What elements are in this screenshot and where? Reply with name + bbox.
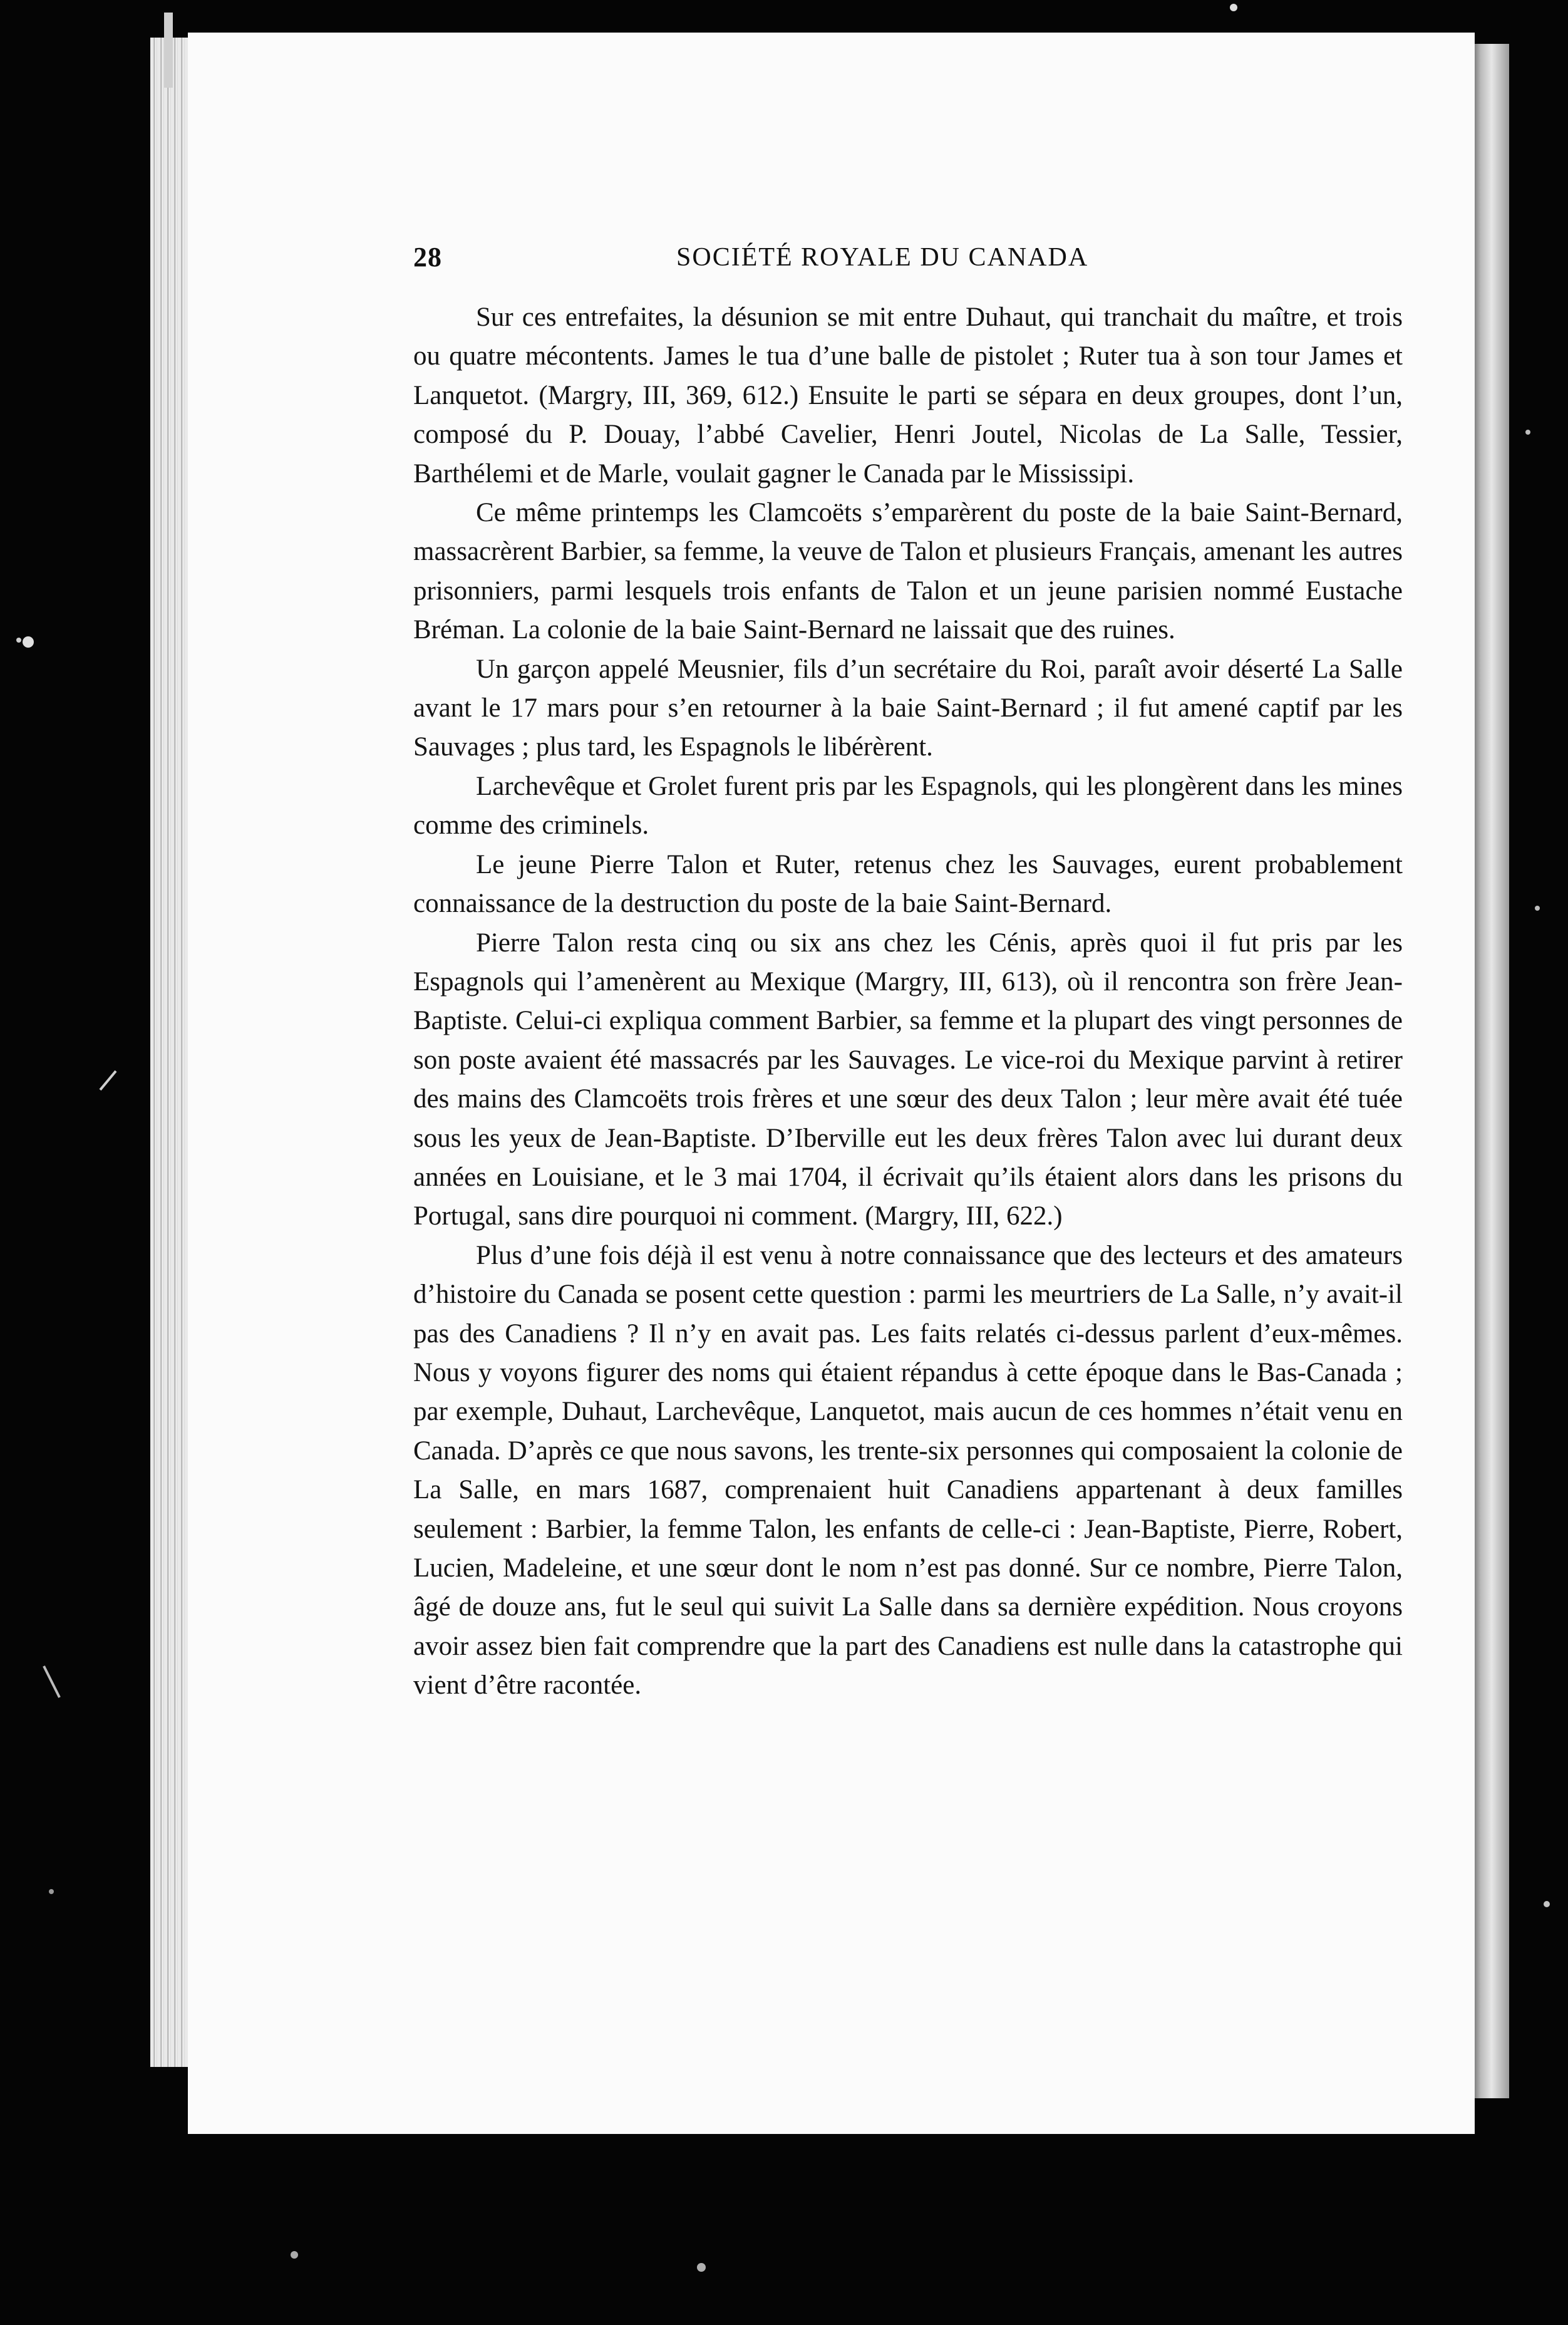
paragraph: Ce même printemps les Clamcoëts s’emparèrent du poste de la baie Saint-Bernard, massacrèrent Barbier, sa femme, la veuve de Talon et plusieurs Français, amenant les autres prisonniers, parmi lesquels trois enfants de Talon et un jeune parisien nommé Eustache Bréman. La colonie de la baie Saint-Bernard ne laissait que des ruines.: [413, 498, 1403, 645]
paragraph: Plus d’une fois déjà il est venu à notre connaissance que des lecteurs et des amateurs d’histoire du Canada se posent cette question : parmi les meurtriers de La Salle, n’y avait-il pas des Canadiens ? Il n’y en avait pas. Les faits relatés ci-dessus parlent d’eux-mêmes. Nous y voyons figurer des noms qui étaient répandus à cette époque dans le Bas-Canada ; par exemple, Duhaut, Larchevêque, Lanquetot, mais aucun de ces hommes n’était venu en Canada. D’après ce que nous savons, les trente-six personnes qui composaient la colonie de La Salle, en mars 1687, comprenaient huit Canadiens appartenant à deux familles seulement : Barbier, la femme Talon, les enfants de celle-ci : Jean-Baptiste, Pierre, Robert, Lucien, Madeleine, et une sœur dont le nom n’est pas donné. Sur ce nombre, Pierre Talon, âgé de douze ans, fut le seul qui suivit La Salle dans sa dernière expédition. Nous croyons avoir assez bien fait comprendre que la part des Canadiens est nulle dans la catastrophe qui vient d’être racontée.: [413, 1240, 1403, 1701]
running-head: SOCIÉTÉ ROYALE DU CANADA: [676, 243, 1089, 272]
paragraph: Pierre Talon resta cinq ou six ans chez les Cénis, après quoi il fut pris par les Espagnols qui l’amenèrent au Mexique (Margry, III, 613), où il rencontra son frère Jean-Baptiste. Celui-ci expliqua comment Barbier, sa femme et la plupart des vingt personnes de son poste avaient été massacrés par les Sauvages. Le vice-roi du Mexique parvint à retirer des mains des Clamcoëts trois frères et une sœur des deux Talon ; leur mère avait été tuée sous les yeux de Jean-Baptiste. D’Iberville eut les deux frères Talon avec lui durant deux années en Louisiane, et le 3 mai 1704, il écrivait qu’ils étaient alors dans les prisons du Portugal, sans dire pourquoi ni comment. (Margry, III, 622.): [413, 928, 1403, 1231]
paragraph: Un garçon appelé Meusnier, fils d’un secrétaire du Roi, paraît avoir déserté La Salle avant le 17 mars pour s’en retourner à la baie Saint-Bernard ; il fut amené captif par les Sauvages ; plus tard, les Espagnols le libérèrent.: [413, 654, 1403, 762]
paragraph: Larchevêque et Grolet furent pris par les Espagnols, qui les plongèrent dans les mines comme des criminels.: [413, 771, 1403, 841]
paragraph: Sur ces entrefaites, la désunion se mit entre Duhaut, qui tranchait du maître, et trois ou quatre mécontents. James le tua d’une balle de pistolet ; Ruter tua à son tour James et Lanquetot. (Margry, III, 369, 612.) Ensuite le parti se sépara en deux groupes, dont l’un, composé du P. Douay, l’abbé Cavelier, Henri Joutel, Nicolas de La Salle, Tessier, Barthélemi et de Marle, voulait gagner le Canada par le Mississipi.: [413, 303, 1403, 489]
paragraph: Le jeune Pierre Talon et Ruter, retenus chez les Sauvages, eurent probablement connaissance de la destruction du poste de la baie Saint-Bernard.: [413, 849, 1403, 919]
page-number: 28: [413, 242, 442, 272]
